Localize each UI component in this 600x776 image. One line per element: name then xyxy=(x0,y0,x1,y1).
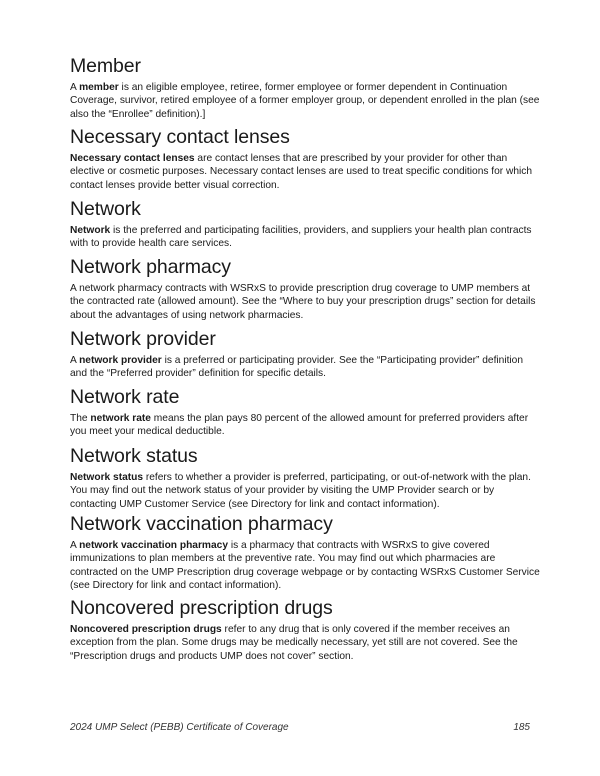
definition-network-status xyxy=(70,445,540,511)
definition-text: The network rate means the plan pays 80 percent of the allowed amount for preferred providers after you meet your medical deductible. xyxy=(70,413,529,438)
heading: Network vaccination pharmacy xyxy=(70,513,333,535)
heading: Network xyxy=(70,198,141,220)
heading: Network status xyxy=(70,445,198,467)
definition-network xyxy=(70,198,540,251)
definition-text: A network provider is a preferred or participating provider. See the “Participating provider” definition and the “Preferred provider” definition for specific details. xyxy=(70,355,524,380)
definition-text: A network pharmacy contracts with WSRxS to provide prescription drug coverage to UMP members at the contracted rate (allowed amount). See the “Where to buy your prescription drugs” section for details about the advantages of using network pharmacies. xyxy=(70,283,536,321)
definition-text: Noncovered prescription drugs refer to any drug that is only covered if the member receives an exception from the plan. Some drugs may be medically necessary, yet still are not covered. See the “Prescription drugs and products UMP does not cover” section. xyxy=(70,624,518,662)
definition-network-provider xyxy=(70,328,540,381)
page-number: 185 xyxy=(513,722,530,733)
definition-network-vaccination-pharmacy xyxy=(70,513,540,593)
definition-text: A member is an eligible employee, retiree, former employee or former dependent in Continuation Coverage, survivor, retired employee of a former employer group, or dependent enrolled in the plan (see also the “Enrollee” definition).] xyxy=(70,82,540,120)
definition-text: Network is the preferred and participating facilities, providers, and suppliers your health plan contracts with to provide health care services. xyxy=(70,225,532,250)
definition-network-rate xyxy=(70,386,540,439)
heading: Noncovered prescription drugs xyxy=(70,597,333,619)
heading: Network pharmacy xyxy=(70,256,231,278)
heading: Network provider xyxy=(70,328,216,350)
footer-title: 2024 UMP Select (PEBB) Certificate of Coverage xyxy=(70,722,289,733)
definition-necessary-contact-lenses xyxy=(70,126,540,192)
definition-text: Necessary contact lenses are contact lenses that are prescribed by your provider for other than elective or cosmetic purposes. Necessary contact lenses are used to treat specific conditions for which contact lenses provide better visual correction. xyxy=(70,153,533,191)
definition-noncovered-prescription-drugs xyxy=(70,597,540,663)
definition-text: Network status refers to whether a provider is preferred, participating, or out-of-network with the plan. You may find out the network status of your provider by visiting the UMP Provider search or by contacting UMP Customer Service (see Directory for link and contact information). xyxy=(70,472,531,510)
definition-member xyxy=(70,55,540,121)
definition-network-pharmacy xyxy=(70,256,540,322)
heading: Necessary contact lenses xyxy=(70,126,290,148)
heading: Member xyxy=(70,55,141,77)
definition-text: A network vaccination pharmacy is a pharmacy that contracts with WSRxS to give covered immunizations to plan members at the preventive rate. You may find out which pharmacies are contracted on the UMP Prescription drug coverage webpage or by contacting WSRxS Customer Service (see Directory for link and contact information). xyxy=(70,540,540,592)
heading: Network rate xyxy=(70,386,180,408)
